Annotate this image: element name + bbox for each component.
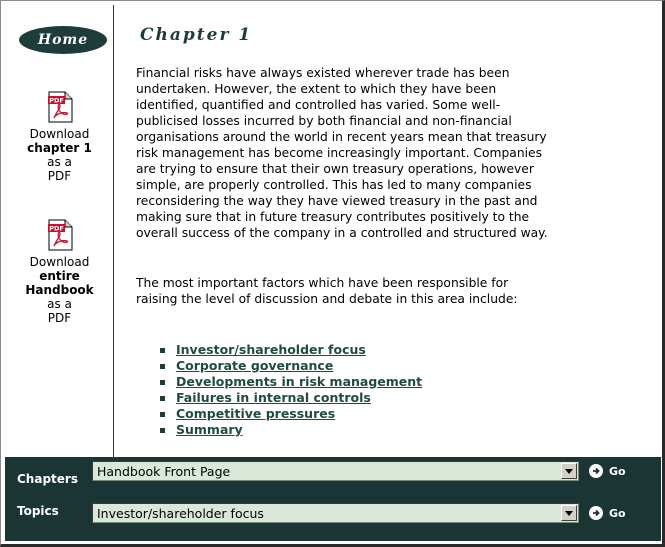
pdf2-line3: Handbook <box>25 283 94 297</box>
list-item <box>176 422 422 438</box>
pdf1-line4: PDF <box>47 169 72 183</box>
topic-link-list <box>176 342 422 438</box>
link-investor-shareholder-focus[interactable]: Investor/shareholder focus <box>176 342 366 357</box>
topics-selected-value: Investor/shareholder focus <box>97 506 264 521</box>
pdf2-line4: as a <box>47 297 72 311</box>
factors-paragraph: The most important factors which have been responsible for raising the level of discussion and debate in this area include: <box>136 276 518 306</box>
link-developments-risk-management[interactable]: Developments in risk management <box>176 374 423 389</box>
topics-select[interactable] <box>92 503 579 523</box>
link-competitive-pressures[interactable]: Competitive pressures <box>176 406 336 421</box>
bullet-icon <box>160 396 165 401</box>
link-failures-internal-controls[interactable]: Failures in internal controls <box>176 390 371 405</box>
bullet-icon <box>160 412 165 417</box>
home-button[interactable]: Home <box>19 26 107 54</box>
download-chapter-pdf[interactable] <box>5 91 114 183</box>
pdf-file-icon[interactable] <box>46 91 74 123</box>
main-content <box>136 5 656 457</box>
chapters-selected-value: Handbook Front Page <box>97 464 231 479</box>
go-label: Go <box>609 506 626 520</box>
go-label: Go <box>609 464 626 478</box>
chevron-down-icon[interactable] <box>561 463 577 479</box>
chapters-select[interactable] <box>92 461 579 481</box>
link-summary[interactable]: Summary <box>176 422 243 437</box>
topics-label: Topics <box>17 504 59 518</box>
arrow-right-icon <box>589 464 603 478</box>
pdf-file-icon[interactable] <box>46 219 74 251</box>
pdf1-line3: as a <box>47 155 72 169</box>
sidebar <box>5 5 114 457</box>
chevron-down-icon[interactable] <box>561 505 577 521</box>
chapters-go-button[interactable] <box>589 464 626 478</box>
bullet-icon <box>160 428 165 433</box>
list-item <box>176 406 422 422</box>
pdf1-line1: Download <box>29 127 90 141</box>
link-corporate-governance[interactable]: Corporate governance <box>176 358 334 373</box>
pdf1-line2: chapter 1 <box>27 141 92 155</box>
arrow-right-icon <box>589 506 603 520</box>
download-handbook-pdf[interactable] <box>5 219 114 325</box>
topics-go-button[interactable] <box>589 506 626 520</box>
bullet-icon <box>160 348 165 353</box>
pdf2-line2: entire <box>39 269 80 283</box>
bottom-navbar <box>5 457 661 541</box>
bullet-icon <box>160 380 165 385</box>
intro-paragraph: Financial risks have always existed wherever trade has been undertaken. However, the extent to which they have been identified, quantified and controlled has varied. Some well-publicised losses incurred by both financial and non-financial organisations around the world in recent years mean that treasury risk management has become increasingly important. Companies are trying to ensure that their own treasury operations, however simple, are properly controlled. This has led to many companies reconsidering the way they have viewed treasury in the past and making sure that in future treasury contributes positively to the overall success of the company in a controlled and structured way. <box>136 66 548 240</box>
bullet-icon <box>160 364 165 369</box>
pdf2-line5: PDF <box>47 311 72 325</box>
chapters-label: Chapters <box>17 472 78 486</box>
pdf-icon-label: PDF <box>48 96 64 105</box>
page-title: Chapter 1 <box>140 25 253 45</box>
list-item <box>176 390 422 406</box>
pdf2-line1: Download <box>29 255 90 269</box>
pdf-icon-label: PDF <box>48 224 64 233</box>
list-item <box>176 342 422 358</box>
list-item <box>176 374 422 390</box>
list-item <box>176 358 422 374</box>
